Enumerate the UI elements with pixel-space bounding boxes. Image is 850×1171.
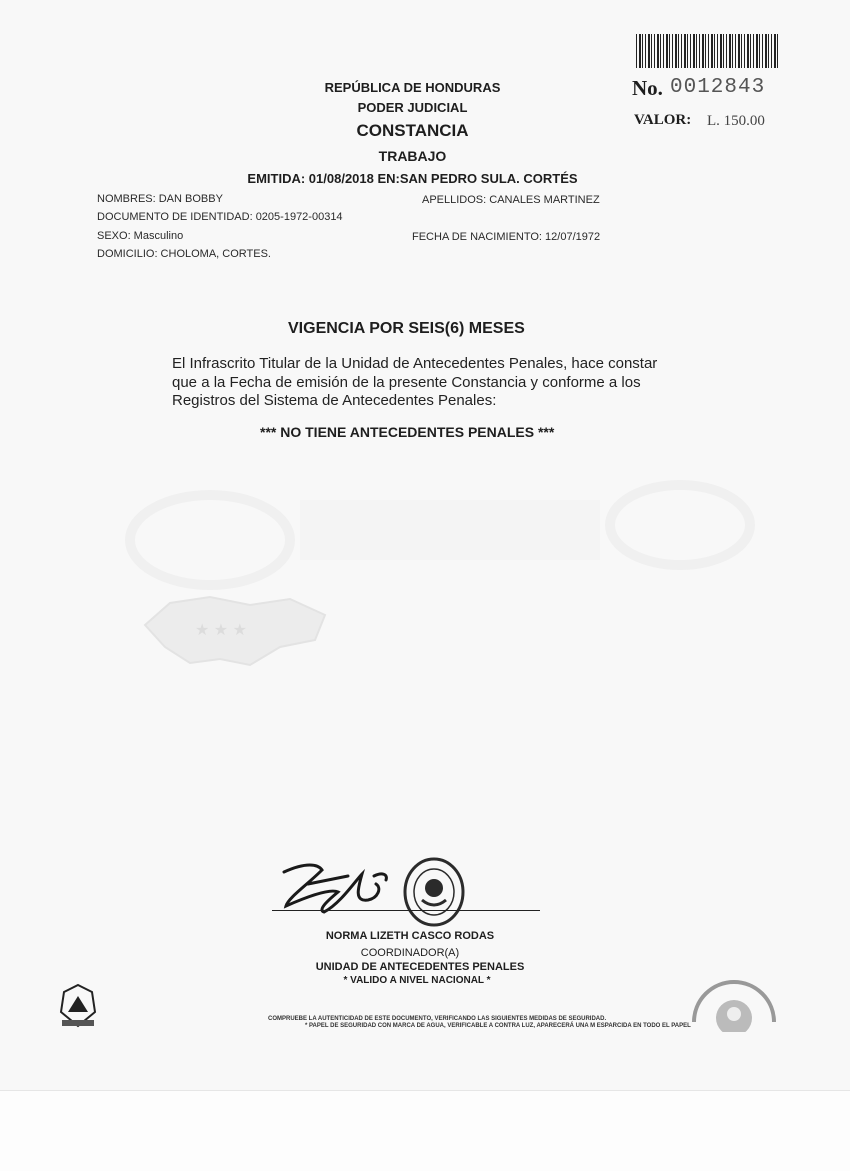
pagaduria-seal-icon (686, 966, 782, 1032)
serial-number-label: No. (632, 76, 663, 100)
nombres-field: NOMBRES: DAN BOBBY (97, 193, 223, 205)
valor-label: VALOR: (634, 112, 692, 128)
watermark-emblem (120, 470, 760, 600)
purpose-heading: TRABAJO (378, 148, 447, 164)
signature-line (272, 910, 540, 911)
scan-margin (0, 1090, 850, 1171)
fecha-nacimiento-field: FECHA DE NACIMIENTO: 12/07/1972 (412, 231, 601, 243)
apellidos-field: APELLIDOS: CANALES MARTINEZ (422, 194, 600, 206)
valor-value: L. 150.00 (707, 113, 765, 129)
result-statement: *** NO TIENE ANTECEDENTES PENALES *** (260, 424, 555, 440)
country-heading: REPÚBLICA DE HONDURAS (324, 80, 501, 95)
statement-line-3: Registros del Sistema de Antecedentes Penales: (172, 392, 497, 409)
domicilio-field: DOMICILIO: CHOLOMA, CORTES. (97, 248, 271, 260)
statement-line-2: que a la Fecha de emisión de la presente Constancia y conforme a los (172, 374, 641, 391)
signatory-name: NORMA LIZETH CASCO RODAS (325, 930, 495, 942)
coat-of-arms-icon (56, 982, 100, 1030)
sexo-field: SEXO: Masculino (97, 230, 184, 242)
security-notice-line-2: * PAPEL DE SEGURIDAD CON MARCA DE AGUA, VERIFICABLE A CONTRA LUZ, APARECERÁ UNA M ESPARCIDA EN TODO EL PAPEL (305, 1023, 691, 1029)
national-validity: * VALIDO A NIVEL NACIONAL * (343, 975, 491, 986)
signatory-title: COORDINADOR(A) (360, 947, 460, 959)
issued-line: EMITIDA: 01/08/2018 EN:SAN PEDRO SULA. CORTÉS (247, 171, 578, 186)
serial-number-value: 0012843 (670, 76, 766, 99)
svg-text:★ ★ ★: ★ ★ ★ (195, 622, 247, 639)
unit-seal-icon (402, 856, 466, 928)
statement-line-1: El Infrascrito Titular de la Unidad de Antecedentes Penales, hace constar (172, 355, 658, 372)
document-type-title: CONSTANCIA (356, 121, 469, 140)
barcode (636, 34, 778, 68)
documento-field: DOCUMENTO DE IDENTIDAD: 0205-1972-00314 (97, 211, 343, 223)
security-notice-line-1: COMPRUEBE LA AUTENTICIDAD DE ESTE DOCUMENTO, VERIFICANDO LAS SIGUIENTES MEDIDAS DE SEGURIDAD. (268, 1016, 607, 1022)
branch-heading: PODER JUDICIAL (357, 100, 468, 115)
validity-heading: VIGENCIA POR SEIS(6) MESES (288, 320, 525, 337)
signatory-unit: UNIDAD DE ANTECEDENTES PENALES (315, 961, 525, 973)
